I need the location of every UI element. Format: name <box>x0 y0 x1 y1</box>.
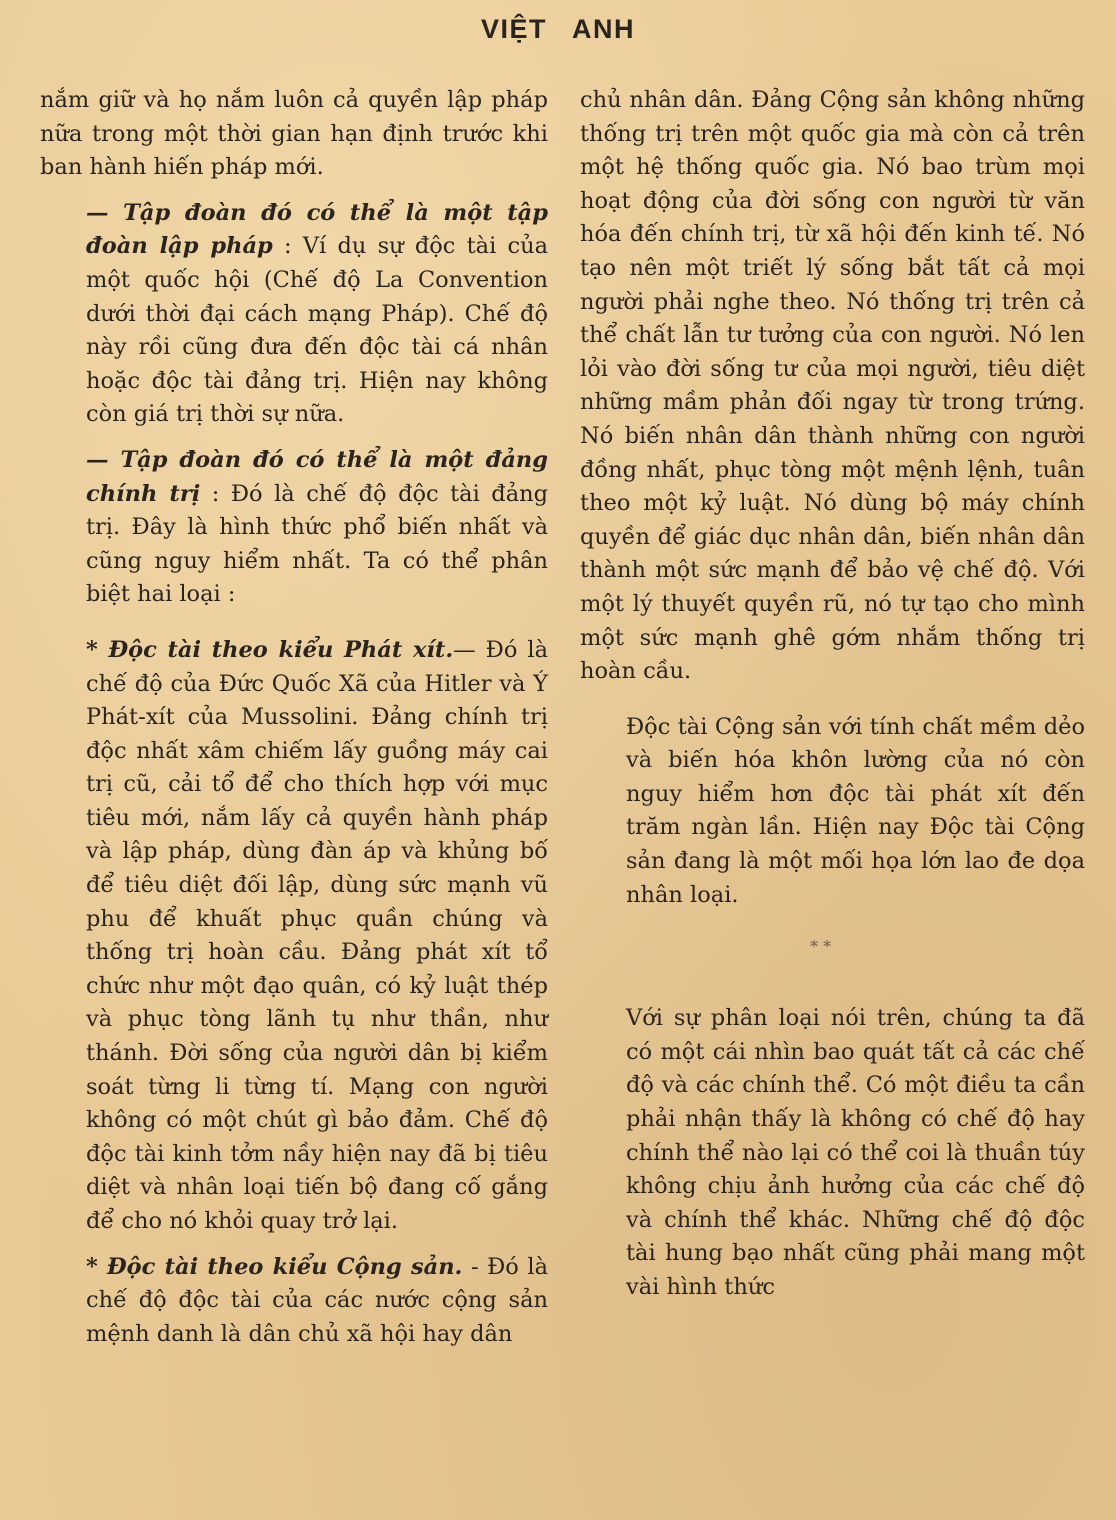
header-word-left: VIỆT <box>480 14 547 44</box>
paragraph <box>40 444 548 612</box>
paragraph: chủ nhân dân. Đảng Cộng sản không những thống trị trên một quốc gia mà còn cả trên một hệ thống quốc gia. Nó bao trùm mọi hoạt động của đời sống con người từ văn hóa đến chính trị, từ xã hội đến kinh tế. Nó tạo nên một triết lý sống bắt tất cả mọi người phải nghe theo. Nó thống trị trên cả thể chất lẫn tư tưởng của con người. Nó len lỏi vào đời sống tư của mọi người, tiêu diệt những mầm phản đối ngay từ trong trứng. Nó biến nhân dân thành những con người đồng nhất, phục tòng một mệnh lệnh, tuân theo một kỷ luật. Nó dùng bộ máy chính quyền để giác dục nhân dân, biến nhân dân thành một sức mạnh để bảo vệ chế độ. Với một lý thuyết quyền rũ, nó tự tạo cho mình một sức mạnh ghê gớm nhắm thống trị hoàn cầu. <box>580 87 1085 685</box>
paragraph <box>40 634 548 1239</box>
inline-heading: — Tập đoàn đó có thể là một tập đoàn lập pháp <box>86 199 548 260</box>
paragraph-body: : Ví dụ sự độc tài của một quốc hội (Chế độ La Convention dưới thời đại cách mạng Pháp). Chế độ này rồi cũng đưa đến độc tài cá nhân hoặc độc tài đảng trị. Hiện nay không còn giá trị thời sự nữa. <box>86 233 549 428</box>
paragraph: Với sự phân loại nói trên, chúng ta đã có một cái nhìn bao quát tất cả các chế độ và các chính thể. Có một điều ta cần phải nhận thấy là không có chế độ hay chính thể nào lại có thể coi là thuần túy không chịu ảnh hưởng của các chế độ và chính thể khác. Những chế độ độc tài hung bạo nhất cũng phải mang một vài hình thức <box>626 1005 1085 1300</box>
paragraph: Độc tài Cộng sản với tính chất mềm dẻo và biến hóa khôn lường của nó còn nguy hiểm hơn độc tài phát xít đến trăm ngàn lần. Hiện nay Độc tài Cộng sản đang là một mối họa lớn lao đe dọa nhân loại. <box>626 713 1085 908</box>
paragraph <box>40 197 548 432</box>
left-column <box>40 84 548 1351</box>
paragraph: nắm giữ và họ nắm luôn cả quyền lập pháp nữa trong một thời gian hạn định trước khi ban hành hiến pháp mới. <box>40 87 548 181</box>
header-word-right: ANH <box>572 14 636 44</box>
right-column <box>580 84 1085 1305</box>
paragraph <box>40 1251 548 1352</box>
inline-heading: * Độc tài theo kiểu Cộng sản. <box>86 1253 463 1280</box>
inline-heading: — Tập đoàn đó có thể là một đảng chính trị <box>86 446 548 507</box>
page-header <box>0 14 1116 54</box>
inline-heading: * Độc tài theo kiểu Phát xít. <box>86 636 454 663</box>
paragraph-body: - Đó là chế độ độc tài của các nước cộng sản mệnh danh là dân chủ xã hội hay dân <box>86 1253 548 1347</box>
paragraph-body: — Đó là chế độ của Đức Quốc Xã của Hitler và Ý Phát-xít của Mussolini. Đảng chính trị độc nhất xâm chiếm lấy guồng máy cai trị cũ, cải tổ để cho thích hợp với mục tiêu mới, nắm lấy cả quyền hành pháp và lập pháp, dùng đàn áp và khủng bố để tiêu diệt đối lập, dùng sức mạnh vũ phu để khuất phục quần chúng và thống trị hoàn cầu. Đảng phát xít tổ chức như một đạo quân, có kỷ luật thép và phục tòng lãnh tụ như thần, như thánh. Đời sống của người dân bị kiểm soát từng li từng tí. Mạng con người không có một chút gì bảo đảm. Chế độ độc tài kinh tởm nầy hiện nay đã bị tiêu diệt và nhân loại tiến bộ đang cố gắng để cho nó khỏi quay trở lại. <box>86 636 548 1234</box>
paragraph-body: : Đó là chế độ độc tài đảng trị. Đây là hình thức phổ biến nhất và cũng nguy hiểm nhất. Ta có thể phân biệt hai loại : <box>86 480 549 608</box>
section-separator: * * <box>810 937 832 957</box>
